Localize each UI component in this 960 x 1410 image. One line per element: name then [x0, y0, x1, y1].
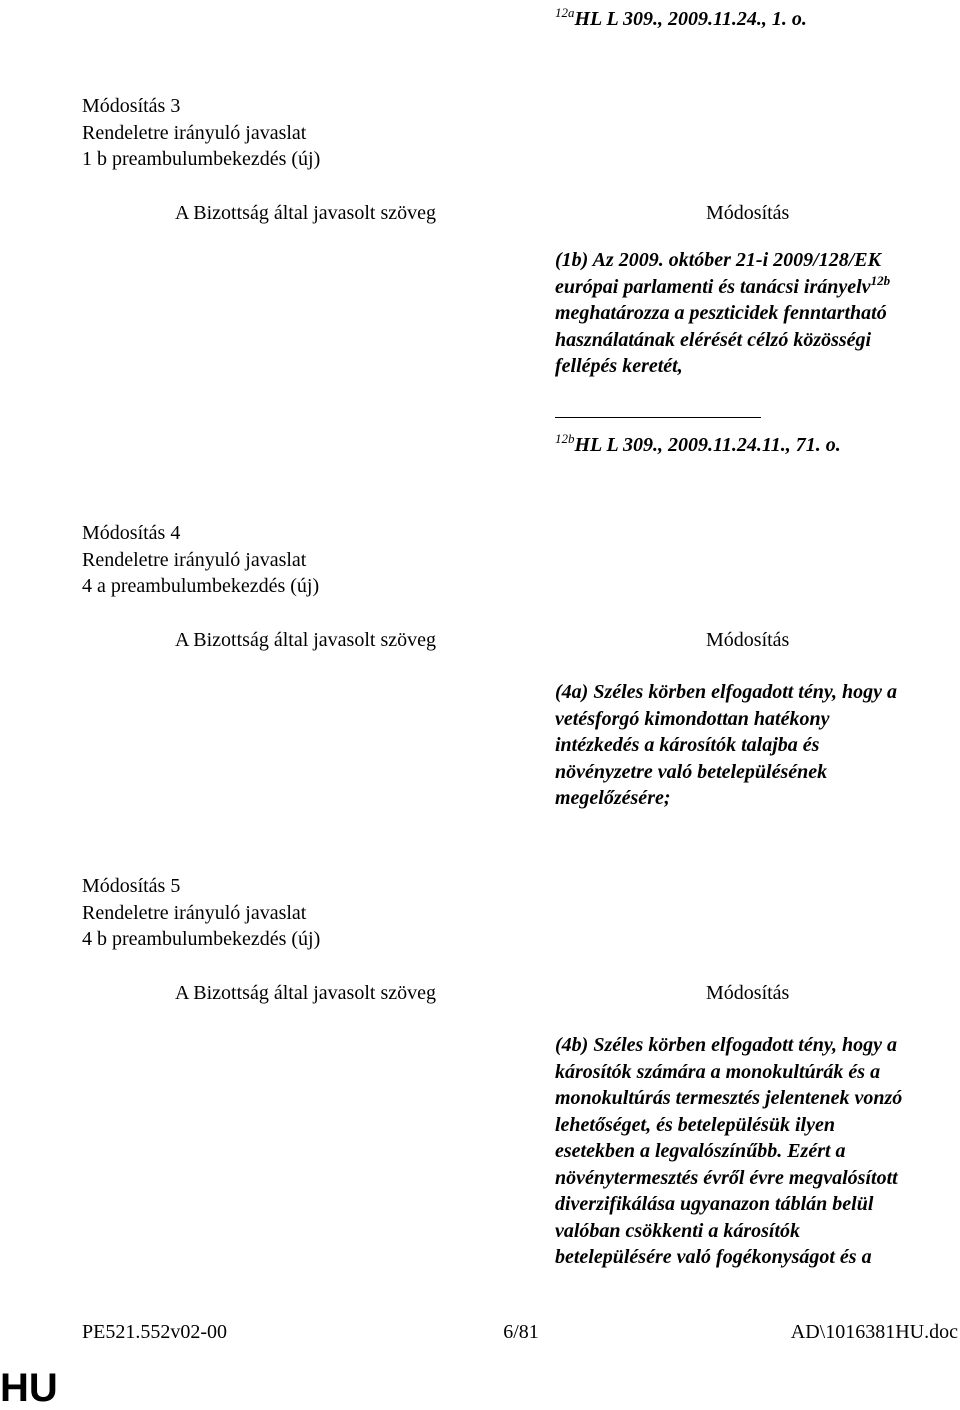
amendment-4-text — [555, 679, 955, 812]
amendment-5-text — [555, 1032, 955, 1271]
column-header-amendment: Módosítás — [706, 982, 790, 1004]
footnote-12a — [555, 6, 807, 33]
text-line: esetekben a legvalószínűbb. Ezért a — [555, 1140, 846, 1162]
text-line: intézkedés a károsítók talajba és — [555, 734, 820, 756]
text-line: (1b) Az 2009. október 21-i 2009/128/EK — [555, 249, 881, 271]
amendment-title: Módosítás 5 — [82, 875, 181, 897]
text-line: betelepülésére való fogékonyságot és a — [555, 1246, 872, 1268]
column-header-amendment: Módosítás — [706, 629, 790, 651]
footnote-separator-rule — [555, 417, 761, 418]
amendment-subtitle: Rendeletre irányuló javaslat — [82, 901, 307, 924]
text-line: európai parlamenti és tanácsi irányelv — [555, 275, 871, 298]
amendment-title: Módosítás 3 — [82, 95, 181, 117]
language-code: HU — [0, 1366, 58, 1410]
amendment-subtitle: Rendeletre irányuló javaslat — [82, 121, 307, 144]
footnote-reference: 12b — [870, 272, 891, 288]
amendment-3-header — [82, 93, 320, 173]
column-header-amendment: Módosítás — [706, 202, 790, 224]
footnote-marker: 12a — [555, 5, 575, 20]
text-line: használatának elérését célzó közösségi — [555, 328, 872, 351]
text-line: meghatározza a peszticidek fenntartható — [555, 302, 887, 324]
text-line-with-footnote — [555, 274, 955, 301]
text-line: növényzetre való betelepülésének — [555, 760, 828, 783]
text-line: (4a) Széles körben elfogadott tény, hogy a — [555, 681, 898, 703]
footnote-12b — [555, 432, 841, 459]
column-header-commission-text: A Bizottság által javasolt szöveg — [174, 202, 436, 224]
amendment-title: Módosítás 4 — [82, 522, 181, 544]
text-line: lehetőséget, és betelepülésük ilyen — [555, 1113, 835, 1136]
text-line: diverzifikálása ugyanazon táblán belül — [555, 1193, 874, 1215]
amendment-subtitle: Rendeletre irányuló javaslat — [82, 548, 307, 571]
text-line: megelőzésére; — [555, 787, 671, 809]
text-line: fellépés keretét, — [555, 355, 683, 377]
amendment-recital: 1 b preambulumbekezdés (új) — [82, 148, 321, 170]
text-line: növénytermesztés évről évre megvalósított — [555, 1166, 898, 1189]
amendment-5-header — [82, 873, 320, 953]
amendment-3-text — [555, 247, 955, 380]
footnote-text: HL L 309., 2009.11.24., 1. o. — [574, 8, 807, 30]
text-line: vetésforgó kimondottan hatékony — [555, 707, 830, 730]
text-line: károsítók számára a monokultúrák és a — [555, 1060, 881, 1083]
column-header-commission-text: A Bizottság által javasolt szöveg — [174, 629, 436, 651]
footer-page-number: 6/81 — [503, 1321, 539, 1343]
amendment-4-header — [82, 520, 319, 600]
text-line: monokultúrás termesztés jelentenek vonzó — [555, 1087, 903, 1109]
footer-file-name: AD\1016381HU.doc — [790, 1321, 958, 1343]
column-header-commission-text: A Bizottság által javasolt szöveg — [174, 982, 436, 1004]
text-line: valóban csökkenti a károsítók — [555, 1219, 801, 1242]
footnote-text: HL L 309., 2009.11.24.11., 71. o. — [574, 434, 841, 456]
amendment-recital: 4 a preambulumbekezdés (új) — [82, 575, 320, 597]
footnote-marker: 12b — [555, 431, 575, 446]
footer-doc-ref: PE521.552v02-00 — [82, 1321, 227, 1343]
text-line: (4b) Széles körben elfogadott tény, hogy a — [555, 1034, 898, 1056]
amendment-recital: 4 b preambulumbekezdés (új) — [82, 928, 321, 950]
